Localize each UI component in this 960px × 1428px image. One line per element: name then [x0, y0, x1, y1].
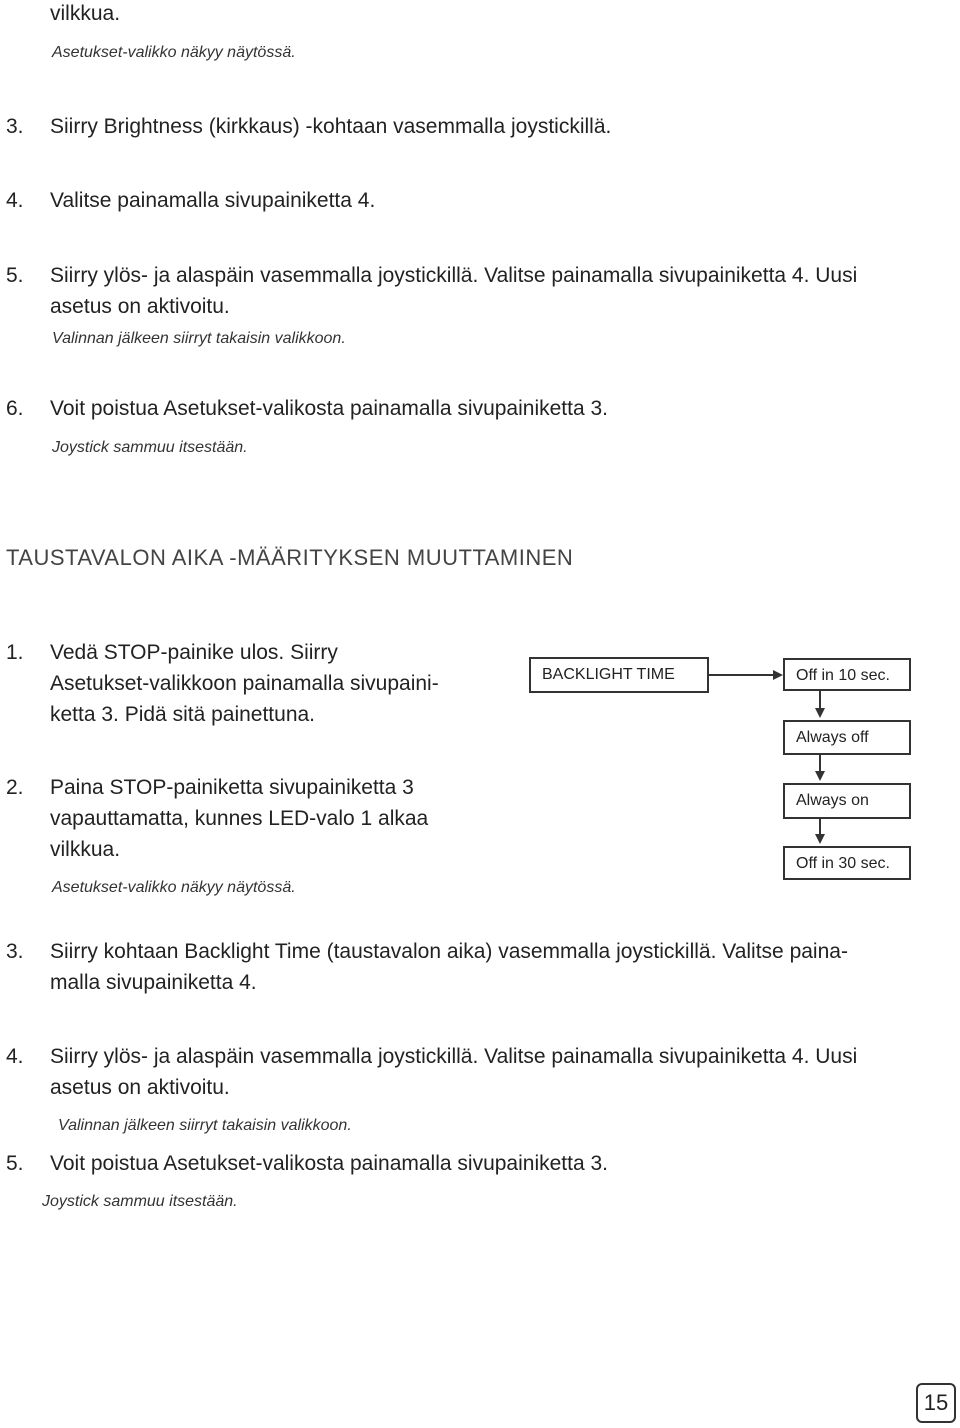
- page-number: 15: [916, 1383, 956, 1423]
- step-number: 3.: [6, 115, 24, 138]
- option-box: Off in 30 sec.: [783, 846, 911, 880]
- step-number: 2.: [6, 776, 24, 799]
- step-text: asetus on aktivoitu.: [50, 295, 230, 318]
- step-text: asetus on aktivoitu.: [50, 1076, 230, 1099]
- option-box: Always on: [783, 783, 911, 819]
- option-box: Off in 10 sec.: [783, 658, 911, 691]
- step-note: Valinnan jälkeen siirryt takaisin valikkoon.: [58, 1117, 352, 1134]
- step-note: Joystick sammuu itsestään.: [52, 439, 248, 456]
- step-note: Joystick sammuu itsestään.: [42, 1193, 238, 1210]
- step-text: ketta 3. Pidä sitä painettuna.: [50, 703, 316, 726]
- step-number: 5.: [6, 264, 24, 287]
- step-note: Asetukset-valikko näkyy näytössä.: [52, 879, 296, 896]
- option-box: Always off: [783, 720, 911, 755]
- step-text: Siirry ylös- ja alaspäin vasemmalla joystickillä. Valitse painamalla sivupainiketta 4. Uusi: [50, 1045, 858, 1068]
- step-number: 1.: [6, 641, 24, 664]
- step-text: Voit poistua Asetukset-valikosta painamalla sivupainiketta 3.: [50, 1152, 608, 1175]
- step-text: Siirry kohtaan Backlight Time (taustavalon aika) vasemmalla joystickillä. Valitse paina-: [50, 940, 848, 963]
- step-text: vilkkua.: [50, 838, 121, 861]
- backlight-time-box: BACKLIGHT TIME: [529, 657, 709, 693]
- section-heading: TAUSTAVALON AIKA -MÄÄRITYKSEN MUUTTAMINEN: [6, 545, 574, 570]
- continued-text: vilkkua.: [50, 2, 121, 25]
- step-text: Paina STOP-painiketta sivupainiketta 3: [50, 776, 414, 799]
- step-note: Valinnan jälkeen siirryt takaisin valikkoon.: [52, 330, 346, 347]
- step-text: Siirry Brightness (kirkkaus) -kohtaan vasemmalla joystickillä.: [50, 115, 612, 138]
- step-text: Asetukset-valikkoon painamalla sivupaini-: [50, 672, 439, 695]
- step-text: Voit poistua Asetukset-valikosta painamalla sivupainiketta 3.: [50, 397, 608, 420]
- step-number: 4.: [6, 189, 24, 212]
- step-text: Vedä STOP-painike ulos. Siirry: [50, 641, 338, 664]
- step-number: 5.: [6, 1152, 24, 1175]
- step-number: 4.: [6, 1045, 24, 1068]
- step-number: 3.: [6, 940, 24, 963]
- step-text: Siirry ylös- ja alaspäin vasemmalla joystickillä. Valitse painamalla sivupainiketta 4. Uusi: [50, 264, 858, 287]
- step-note: Asetukset-valikko näkyy näytössä.: [52, 44, 296, 61]
- step-text: vapauttamatta, kunnes LED-valo 1 alkaa: [50, 807, 429, 830]
- step-text: malla sivupainiketta 4.: [50, 971, 257, 994]
- step-text: Valitse painamalla sivupainiketta 4.: [50, 189, 376, 212]
- step-number: 6.: [6, 397, 24, 420]
